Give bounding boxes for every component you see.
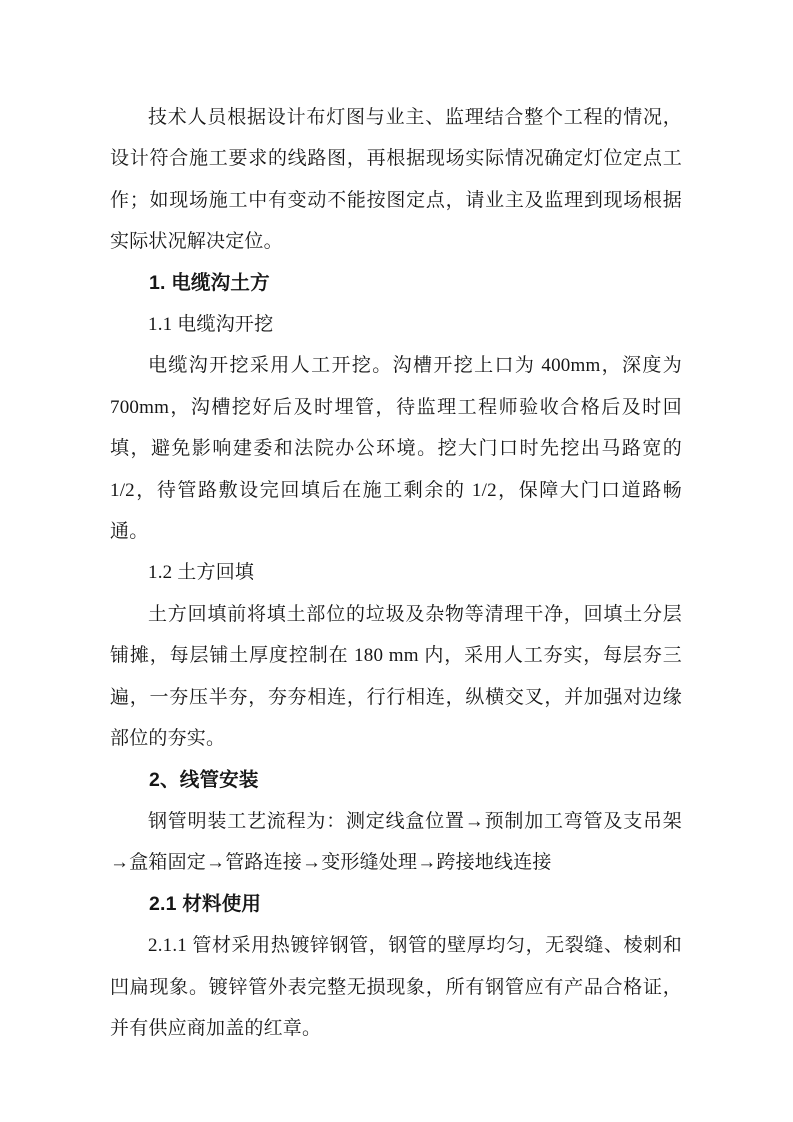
document-content bbox=[110, 97, 682, 1049]
section-2-process-paragraph: 钢管明装工艺流程为：测定线盒位置→预制加工弯管及支吊架→盒箱固定→管路连接→变形缝处理→跨接地线连接 bbox=[110, 810, 682, 874]
intro-paragraph: 技术人员根据设计布灯图与业主、监理结合整个工程的情况，设计符合施工要求的线路图，再根据现场实际情况确定灯位定点工作；如现场施工中有变动不能按图定点，请业主及监理到现场根据实际状况解决定位。 bbox=[110, 107, 682, 253]
section-1-1-heading: 1.1 电缆沟开挖 bbox=[148, 314, 274, 336]
section-2-heading: 2、线管安装 bbox=[149, 768, 259, 791]
section-1-2-paragraph: 土方回填前将填土部位的垃圾及杂物等清理干净，回填土分层铺摊，每层铺土厚度控制在 180 mm 内，采用人工夯实，每层夯三遍，一夯压半夯，夯夯相连，行行相连，纵横交叉，并加强对边缘部位的夯实。 bbox=[110, 603, 682, 750]
section-2-1-1-paragraph: 2.1.1 管材采用热镀锌钢管，钢管的壁厚均匀，无裂缝、棱刺和凹扁现象。镀锌管外表完整无损现象，所有钢管应有产品合格证，并有供应商加盖的红章。 bbox=[110, 935, 682, 1039]
section-1-heading: 1. 电缆沟土方 bbox=[149, 271, 270, 294]
section-1-1-paragraph: 电缆沟开挖采用人工开挖。沟槽开挖上口为 400mm，深度为 700mm，沟槽挖好后及时埋管，待监理工程师验收合格后及时回填，避免影响建委和法院办公环境。挖大门口时先挖出马路宽的 1/2，待管路敷设完回填后在施工剩余的 1/2，保障大门口道路畅通。 bbox=[110, 355, 682, 543]
section-1-2-heading: 1.2 土方回填 bbox=[148, 562, 255, 584]
section-2-1-heading: 2.1 材料使用 bbox=[149, 892, 262, 915]
